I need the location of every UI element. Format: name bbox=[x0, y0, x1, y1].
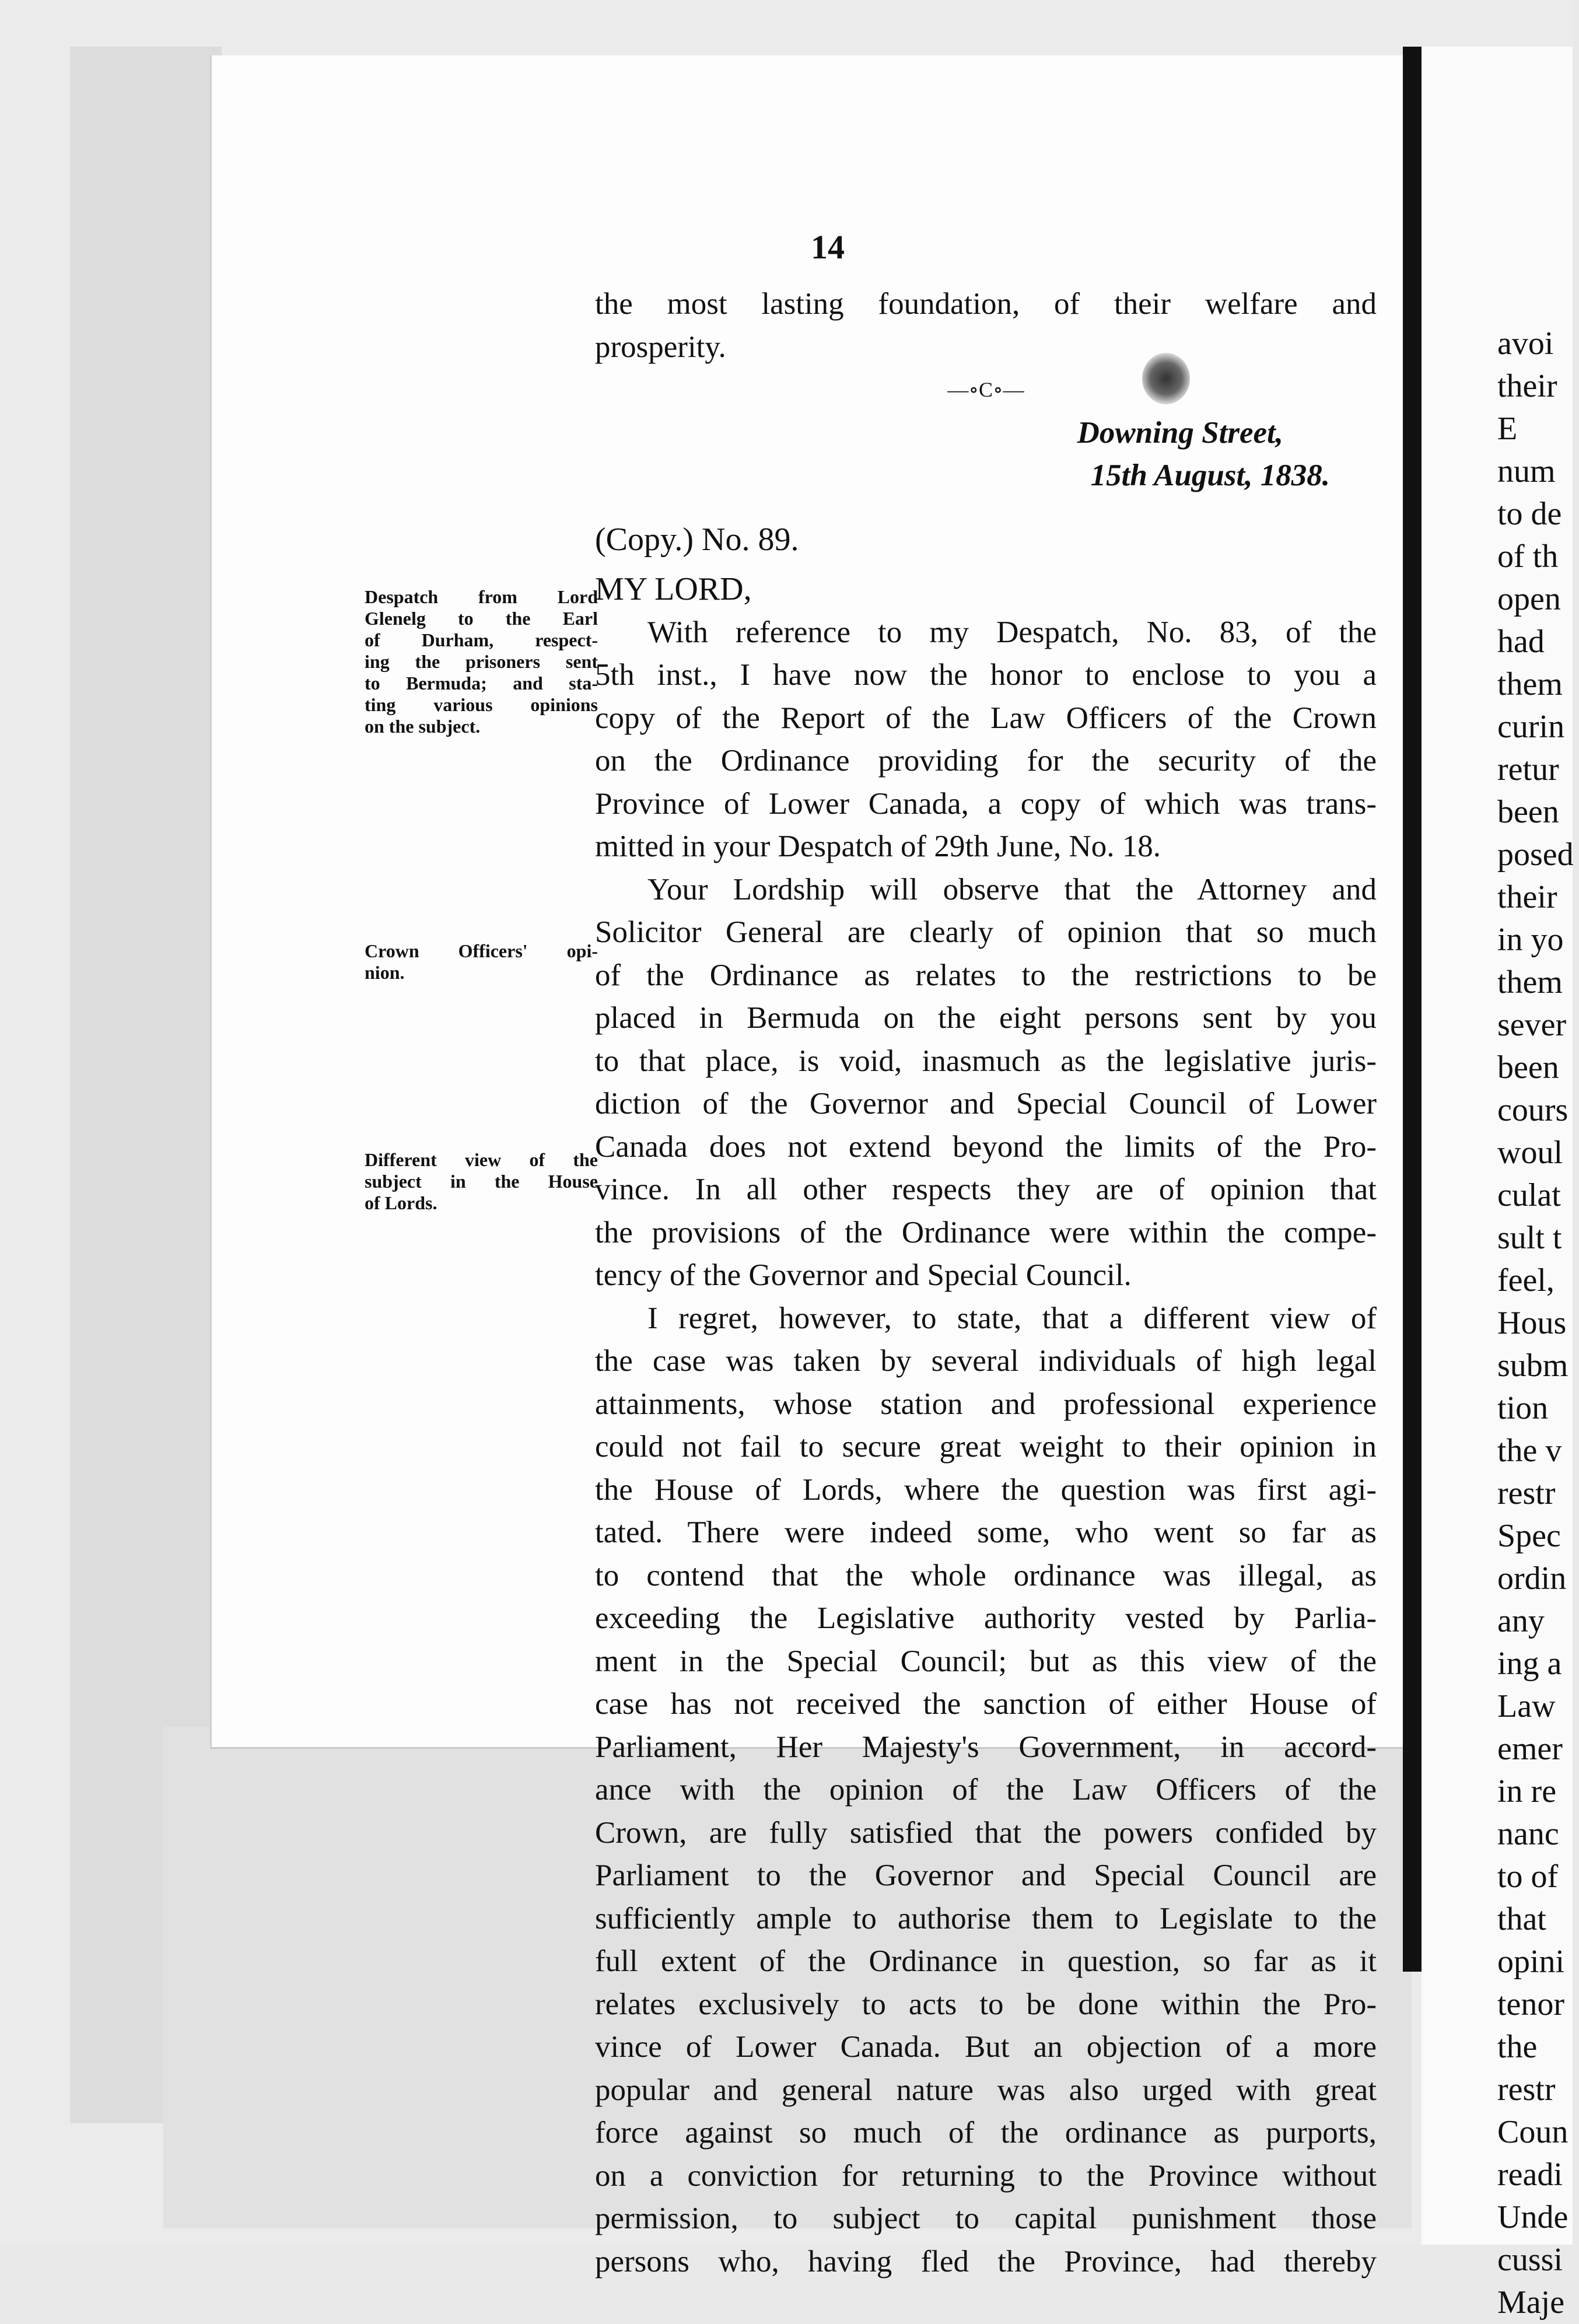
adjacent-page-fragment: restr bbox=[1497, 1475, 1556, 1511]
text-line: vince of Lower Canada. But an objection of a more bbox=[595, 2030, 1377, 2064]
paragraph-1 bbox=[595, 611, 1377, 869]
adjacent-page-fragment: cours bbox=[1497, 1092, 1569, 1128]
text-line: the House of Lords, where the question was first agi- bbox=[595, 1472, 1377, 1507]
adjacent-page-fragment: their bbox=[1497, 879, 1557, 915]
adjacent-page-fragment: curin bbox=[1497, 709, 1565, 745]
adjacent-page-fragment: readi bbox=[1497, 2157, 1563, 2193]
adjacent-page-fragment: of th bbox=[1497, 538, 1559, 575]
marginal-line: Despatch from Lord bbox=[365, 586, 598, 607]
salutation: MY LORD, bbox=[595, 571, 752, 607]
letter-body bbox=[595, 283, 1377, 2283]
text-line: the most lasting foundation, of their welfare and bbox=[595, 287, 1377, 321]
marginal-line: Different view of the bbox=[365, 1149, 598, 1170]
paragraph-2 bbox=[595, 869, 1377, 1297]
text-line: 5th inst., I have now the honor to enclose to you a bbox=[595, 658, 1377, 692]
dateline-place: Downing Street, bbox=[1077, 415, 1283, 450]
text-line: diction of the Governor and Special Council of Lower bbox=[595, 1087, 1377, 1121]
adjacent-page-fragment: them bbox=[1497, 964, 1563, 1000]
adjacent-page-fragment: culat bbox=[1497, 1177, 1561, 1213]
adjacent-page-fragment: had bbox=[1497, 624, 1545, 660]
adjacent-page-fragment: sult t bbox=[1497, 1220, 1562, 1256]
page-number: 14 bbox=[811, 228, 845, 266]
text-line: to contend that the whole ordinance was illegal, as bbox=[595, 1558, 1377, 1592]
adjacent-page-fragment: restr bbox=[1497, 2071, 1556, 2108]
adjacent-page-fragment: to de bbox=[1497, 496, 1562, 532]
adjacent-page-fragment: Unde bbox=[1497, 2199, 1569, 2235]
adjacent-page-fragment: num bbox=[1497, 453, 1556, 489]
text-line: Canada does not extend beyond the limits of the Pro- bbox=[595, 1129, 1377, 1164]
marginal-line: on the subject. bbox=[365, 716, 481, 737]
adjacent-page-fragment: tenor bbox=[1497, 1986, 1565, 2022]
paragraph-3 bbox=[595, 1297, 1377, 2284]
text-line: case has not received the sanction of either House of bbox=[595, 1687, 1377, 1721]
adjacent-page-fragment: that bbox=[1497, 1901, 1546, 1937]
text-line: vince. In all other respects they are of opinion that bbox=[595, 1172, 1377, 1206]
adjacent-page-fragment: Spec bbox=[1497, 1518, 1561, 1554]
adjacent-page-fragment: retur bbox=[1497, 751, 1559, 788]
text-line: could not fail to secure great weight to their opinion in bbox=[595, 1430, 1377, 1464]
adjacent-page-fragment: ing a bbox=[1497, 1646, 1562, 1682]
text-line: full extent of the Ordinance in question, so far as it bbox=[595, 1944, 1377, 1978]
section-rule: —∘C∘— bbox=[947, 378, 1024, 401]
text-line: to that place, is void, inasmuch as the legislative juris- bbox=[595, 1044, 1377, 1078]
marginal-line: Glenelg to the Earl bbox=[365, 608, 598, 629]
copy-label: (Copy.) No. 89. bbox=[595, 521, 799, 558]
marginal-line: of Durham, respect- bbox=[365, 629, 598, 650]
adjacent-page-fragment: Hous bbox=[1497, 1305, 1567, 1341]
spacer bbox=[595, 498, 1377, 519]
marginal-line: subject in the House bbox=[365, 1171, 598, 1192]
text-line: With reference to my Despatch, No. 83, of the bbox=[647, 615, 1377, 649]
text-line: relates exclusively to acts to be done within the Pro- bbox=[595, 1987, 1377, 2021]
text-line: permission, to subject to capital punishment those bbox=[595, 2202, 1377, 2235]
text-line: Your Lordship will observe that the Attorney and bbox=[647, 872, 1377, 907]
adjacent-page-fragment: posed bbox=[1497, 836, 1574, 873]
adjacent-page-fragment: cussi bbox=[1497, 2242, 1563, 2278]
text-line: Crown, are fully satisfied that the powers confided by bbox=[595, 1815, 1377, 1850]
text-line: tated. There were indeed some, who went so far as bbox=[595, 1516, 1377, 1549]
text-line: ment in the Special Council; but as this view of the bbox=[595, 1644, 1377, 1678]
marginal-line: nion. bbox=[365, 962, 405, 983]
marginal-line: of Lords. bbox=[365, 1192, 437, 1213]
adjacent-page-fragment: open bbox=[1497, 581, 1561, 617]
text-line: placed in Bermuda on the eight persons sent by you bbox=[595, 1001, 1377, 1035]
adjacent-page-text bbox=[1497, 323, 1579, 2324]
adjacent-page-fragment: nanc bbox=[1497, 1816, 1559, 1852]
adjacent-page-fragment: their bbox=[1497, 368, 1557, 404]
adjacent-page-fragment: been bbox=[1497, 794, 1559, 830]
text-line: force against so much of the ordinance as purports, bbox=[595, 2116, 1377, 2150]
adjacent-page-fragment: Law bbox=[1497, 1688, 1556, 1724]
adjacent-page-fragment: Maje bbox=[1497, 2284, 1565, 2320]
adjacent-page-fragment: Coun bbox=[1497, 2114, 1569, 2150]
adjacent-page-fragment: emer bbox=[1497, 1731, 1563, 1767]
adjacent-page-fragment: any bbox=[1497, 1603, 1545, 1639]
adjacent-page-fragment: been bbox=[1497, 1049, 1559, 1086]
text-line: I regret, however, to state, that a different view of bbox=[647, 1301, 1377, 1335]
adjacent-page-fragment: ordin bbox=[1497, 1560, 1567, 1597]
text-line: popular and general nature was also urged with great bbox=[595, 2073, 1377, 2107]
text-line: mitted in your Despatch of 29th June, No. 18. bbox=[595, 830, 1161, 863]
adjacent-page-fragment: feel, bbox=[1497, 1262, 1555, 1298]
adjacent-page-fragment: the bbox=[1497, 2029, 1538, 2065]
text-line: Parliament to the Governor and Special Council are bbox=[595, 1859, 1377, 1892]
text-line: ance with the opinion of the Law Officers of the bbox=[595, 1773, 1377, 1807]
adjacent-page-fragment: tion bbox=[1497, 1390, 1549, 1426]
adjacent-page-fragment: woul bbox=[1497, 1135, 1563, 1171]
adjacent-page-fragment: in re bbox=[1497, 1773, 1557, 1810]
marginal-line: to Bermuda; and sta- bbox=[365, 673, 598, 694]
adjacent-page-fragment: sever bbox=[1497, 1007, 1567, 1043]
marginal-line: Crown Officers' opi- bbox=[365, 940, 598, 961]
marginal-note-crown-officers bbox=[365, 940, 598, 984]
dateline-date: 15th August, 1838. bbox=[1090, 459, 1330, 492]
marginal-line: ting various opinions bbox=[365, 694, 598, 715]
text-line: attainments, whose station and professional experience bbox=[595, 1387, 1377, 1421]
adjacent-page-fragment: to of bbox=[1497, 1859, 1559, 1895]
text-line: persons who, having fled the Province, had thereby bbox=[595, 2244, 1377, 2278]
adjacent-page-fragment: subm bbox=[1497, 1348, 1569, 1384]
adjacent-page bbox=[1422, 47, 1574, 2320]
adjacent-page-fragment: E bbox=[1497, 411, 1518, 447]
text-line: of the Ordinance as relates to the restrictions to be bbox=[595, 958, 1377, 992]
text-line: on a conviction for returning to the Province without bbox=[595, 2158, 1377, 2193]
page-gutter bbox=[1403, 47, 1422, 1972]
adjacent-page-fragment: the v bbox=[1497, 1433, 1562, 1469]
adjacent-page-fragment: opini bbox=[1497, 1944, 1565, 1980]
text-line: the provisions of the Ordinance were within the compe- bbox=[595, 1215, 1377, 1250]
text-line: exceeding the Legislative authority vested by Parlia- bbox=[595, 1601, 1377, 1635]
adjacent-page-fragment: them bbox=[1497, 666, 1563, 702]
adjacent-page-fragment: in yo bbox=[1497, 922, 1564, 958]
text-line: copy of the Report of the Law Officers of the Crown bbox=[595, 701, 1377, 735]
text-line: prosperity. bbox=[595, 330, 726, 364]
text-line: Parliament, Her Majesty's Government, in accord- bbox=[595, 1730, 1377, 1764]
marginal-note-despatch bbox=[365, 586, 598, 737]
marginal-note-house-of-lords bbox=[365, 1149, 598, 1214]
text-line: the case was taken by several individuals of high legal bbox=[595, 1344, 1377, 1378]
text-line: sufficiently ample to authorise them to Legislate to the bbox=[595, 1901, 1377, 1936]
text-line: tency of the Governor and Special Council. bbox=[595, 1258, 1132, 1292]
marginal-line: ing the prisoners sent bbox=[365, 651, 598, 672]
text-line: on the Ordinance providing for the security of the bbox=[595, 744, 1377, 778]
text-line: Solicitor General are clearly of opinion that so much bbox=[595, 915, 1377, 949]
adjacent-page-fragment: avoi bbox=[1497, 326, 1554, 362]
text-line: Province of Lower Canada, a copy of which was trans- bbox=[595, 786, 1377, 821]
